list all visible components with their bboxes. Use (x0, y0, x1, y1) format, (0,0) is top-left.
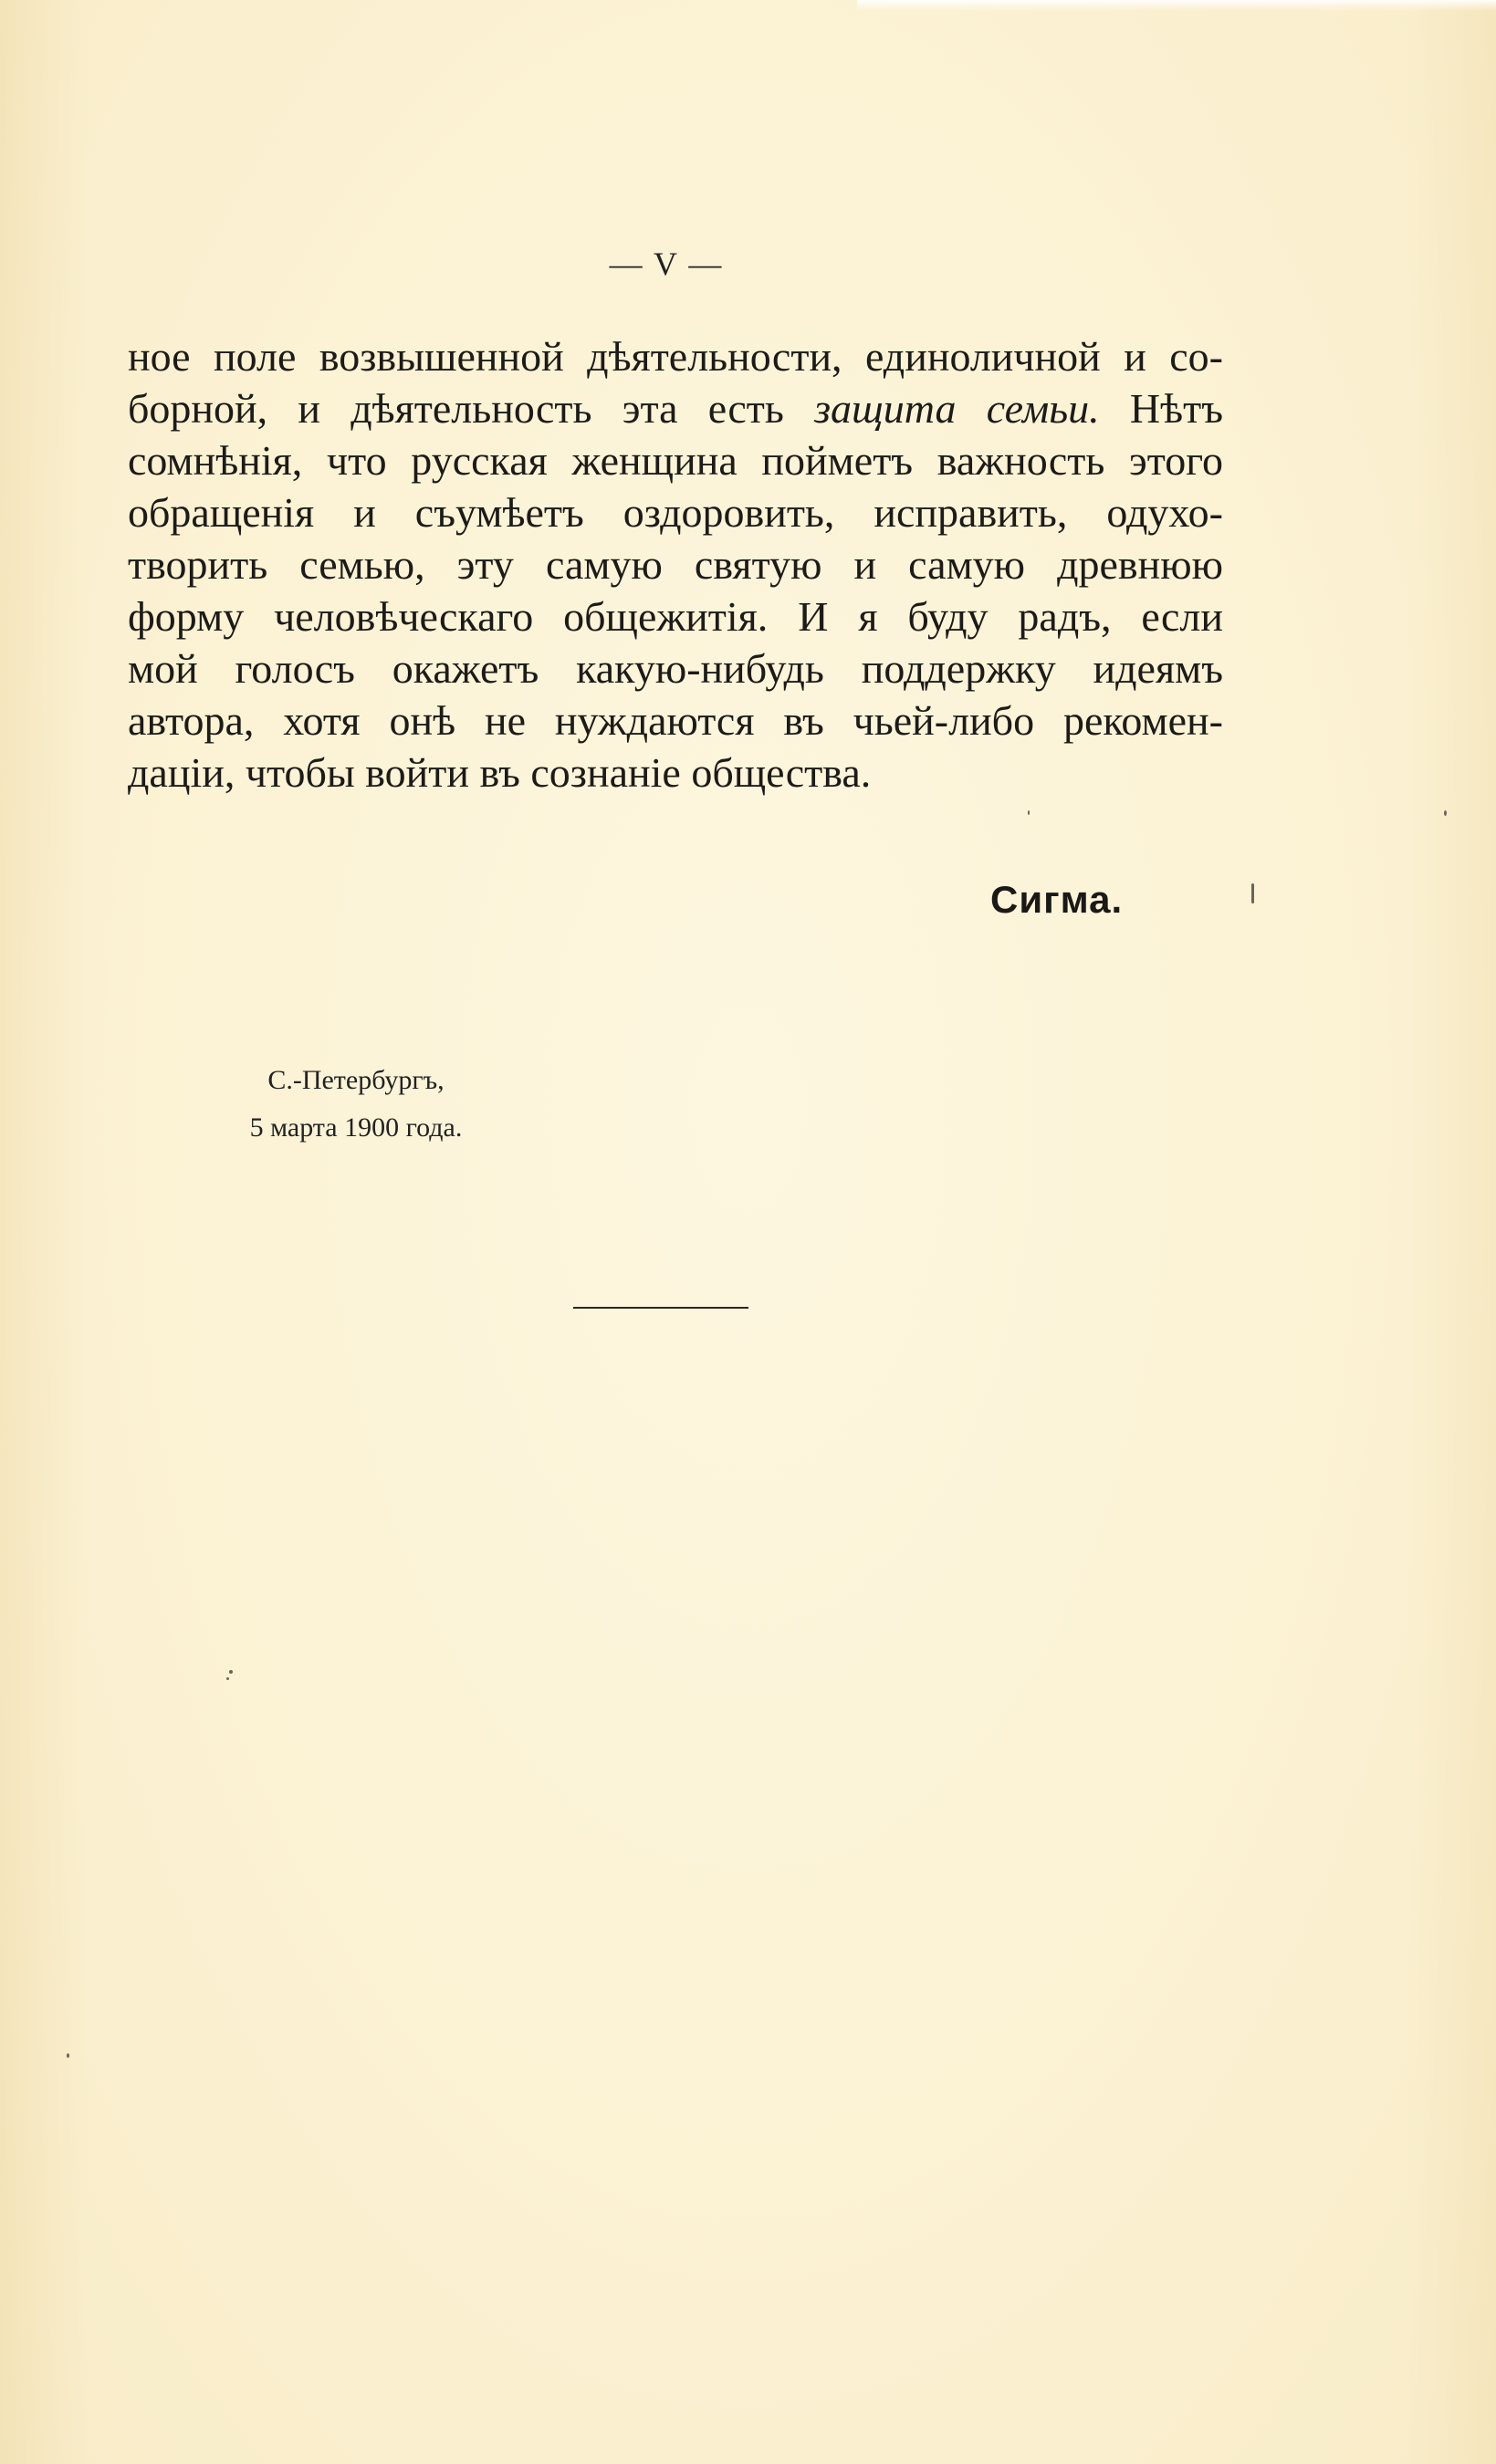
paper-speck (229, 1670, 233, 1674)
paper-speck (1028, 810, 1030, 815)
text-segment: творить семью, эту самую святую и самую древнюю (128, 541, 1223, 588)
text-line (128, 747, 1223, 799)
signature: Сигма. (990, 878, 1124, 921)
text-line (128, 382, 1223, 434)
paper-speck (1444, 810, 1447, 816)
place-and-date (210, 1057, 502, 1152)
text-line (128, 642, 1223, 694)
text-line (128, 330, 1223, 382)
text-line (128, 590, 1223, 642)
text-segment: борной, и дѣятельность эта есть (128, 385, 815, 432)
paper-speck (67, 2053, 69, 2058)
text-segment: Нѣтъ (1099, 385, 1223, 432)
body-paragraph (128, 330, 1223, 799)
section-divider (573, 1307, 748, 1309)
text-segment: ное поле возвышенной дѣятельности, единоличной и со- (128, 333, 1223, 380)
text-line (128, 538, 1223, 590)
text-line (128, 434, 1223, 486)
paper-speck (1251, 883, 1254, 903)
place-date: 5 марта 1900 года. (249, 1112, 463, 1143)
place-city: С.-Петербургъ, (267, 1065, 445, 1095)
text-segment: автора, хотя онѣ не нуждаются въ чьей-либо рекомен- (128, 697, 1223, 744)
text-line (128, 694, 1223, 747)
text-line (128, 486, 1223, 538)
text-segment: сомнѣнія, что русская женщина пойметъ важность этого (128, 437, 1223, 484)
paper-speck (226, 1677, 229, 1680)
text-segment: мой голосъ окажетъ какую-нибудь поддержку идеямъ (128, 645, 1223, 692)
text-segment: даціи, чтобы войти въ сознаніе общества. (128, 749, 872, 796)
emphasized-phrase: защита семьи. (814, 385, 1100, 432)
page-number: — V — (609, 245, 724, 282)
text-segment: форму человѣческаго общежитія. И я буду радъ, если (128, 593, 1223, 640)
page-edge-highlight (857, 0, 1496, 11)
text-segment: обращенія и съумѣетъ оздоровить, исправить, одухо- (128, 489, 1223, 536)
